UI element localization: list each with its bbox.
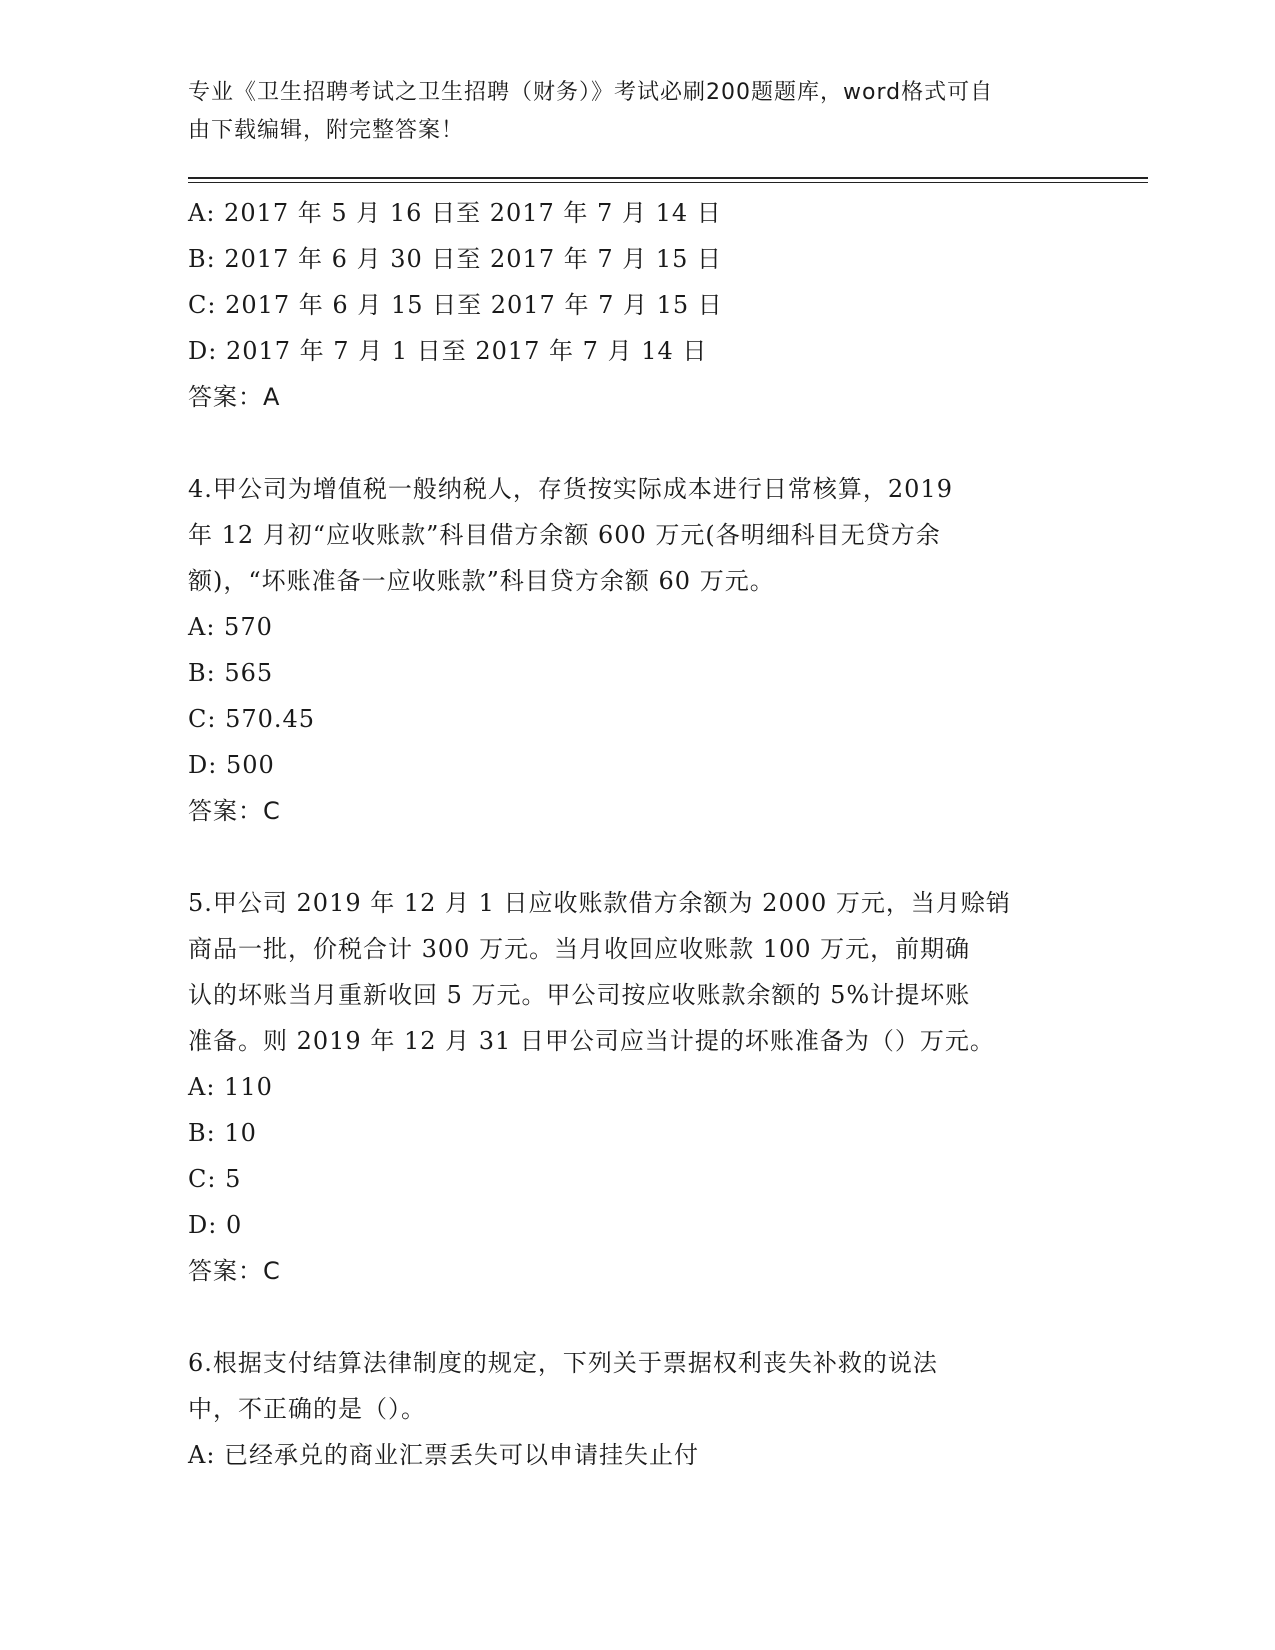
option-a: A: 570	[188, 613, 273, 641]
question-5	[188, 880, 1088, 1294]
header-rule-thin	[188, 182, 1148, 183]
option-b: B: 2017 年 6 月 30 日至 2017 年 7 月 15 日	[188, 245, 723, 273]
option-c: C: 2017 年 6 月 15 日至 2017 年 7 月 15 日	[188, 291, 723, 319]
question-text-line: 4.甲公司为增值税一般纳税人，存货按实际成本进行日常核算，2019	[188, 475, 953, 503]
answer: 答案：A	[188, 383, 281, 411]
spacer	[188, 834, 1088, 880]
option-a: A: 2017 年 5 月 16 日至 2017 年 7 月 14 日	[188, 199, 722, 227]
option-a: A: 已经承兑的商业汇票丢失可以申请挂失止付	[188, 1441, 700, 1469]
option-c: C: 5	[188, 1165, 242, 1193]
option-b: B: 565	[188, 659, 274, 687]
option-b: B: 10	[188, 1119, 257, 1147]
option-a: A: 110	[188, 1073, 273, 1101]
option-d: D: 500	[188, 751, 275, 779]
question-text-line: 额)，“坏账准备一应收账款”科目贷方余额 60 万元。	[188, 567, 775, 595]
question-3	[188, 190, 1088, 420]
question-text-line: 认的坏账当月重新收回 5 万元。甲公司按应收账款余额的 5%计提坏账	[188, 981, 971, 1009]
question-text-line: 商品一批，价税合计 300 万元。当月收回应收账款 100 万元，前期确	[188, 935, 971, 963]
header-rule-thick	[188, 177, 1148, 179]
header-line-2: 由下载编辑，附完整答案！	[188, 118, 465, 143]
question-text-line: 中，不正确的是（）。	[188, 1395, 426, 1423]
document-body	[188, 190, 1088, 1478]
option-d: D: 2017 年 7 月 1 日至 2017 年 7 月 14 日	[188, 337, 708, 365]
question-6	[188, 1340, 1088, 1478]
option-d: D: 0	[188, 1211, 243, 1239]
question-text-line: 年 12 月初“应收账款”科目借方余额 600 万元(各明细科目无贷方余	[188, 521, 941, 549]
spacer	[188, 1294, 1088, 1340]
answer: 答案：C	[188, 797, 281, 825]
header-line-1: 专业《卫生招聘考试之卫生招聘（财务）》考试必刷200题题库，word格式可自	[188, 80, 994, 105]
question-text-line: 6.根据支付结算法律制度的规定，下列关于票据权利丧失补救的说法	[188, 1349, 938, 1377]
answer: 答案：C	[188, 1257, 281, 1285]
option-c: C: 570.45	[188, 705, 316, 733]
question-text-line: 5.甲公司 2019 年 12 月 1 日应收账款借方余额为 2000 万元，当月赊销	[188, 889, 1011, 917]
question-text-line: 准备。则 2019 年 12 月 31 日甲公司应当计提的坏账准备为（）万元。	[188, 1027, 995, 1055]
document-header	[188, 74, 1068, 150]
spacer	[188, 420, 1088, 466]
question-4	[188, 466, 1088, 834]
